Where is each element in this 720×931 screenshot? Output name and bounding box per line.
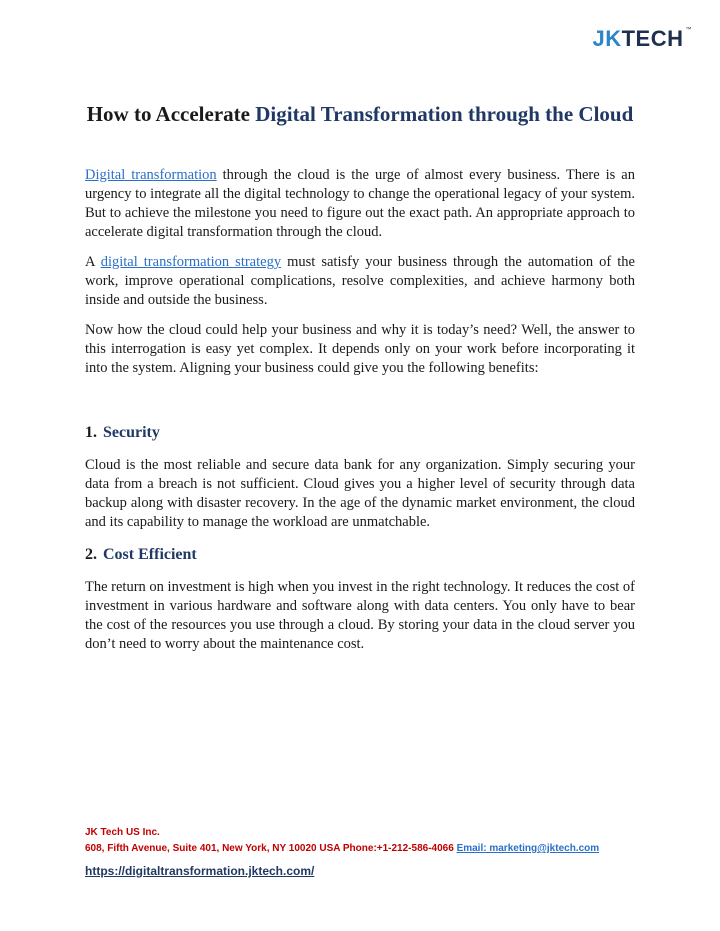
logo-jk: JK [592,26,622,51]
digital-transformation-strategy-link[interactable]: digital transformation strategy [100,254,282,270]
page-title [85,98,635,130]
title-plain: How to Accelerate [86,102,256,126]
digital-transformation-link[interactable]: Digital transformation [85,167,217,183]
intro-paragraph-1 [85,166,635,242]
logo-trademark: ™ [685,27,692,33]
footer-email-link[interactable]: Email: marketing@jktech.com [456,843,600,854]
logo-tech: TECH [621,26,684,51]
footer-website-link[interactable]: https://digitaltransformation.jktech.com/ [85,864,315,878]
security-heading-text: Security [103,424,160,441]
security-heading [85,422,635,444]
intro-paragraph-2-text: must satisfy your business through the automation of the work, improve operational complications, resolve complexities, and achieve harmony both inside and outside the business. [85,254,635,308]
cost-number: 2. [85,546,97,563]
cost-efficient-heading [85,544,635,566]
footer-company: JK Tech US Inc. [85,827,160,838]
cost-efficient-paragraph: The return on investment is high when you invest in the right technology. It reduces the cost of investment in various hardware and software along with data centers. You only have to bear the cost of the resources you use through a cloud. By storing your data in the cloud server you don’t need to worry about the maintenance cost. [85,579,635,652]
document-body [85,98,635,654]
footer-address: 608, Fifth Avenue, Suite 401, New York, NY 10020 USA Phone:+1-212-586-4066 [85,843,457,854]
footer [85,825,645,879]
footer-address-line [85,841,645,857]
jktech-logo [592,26,692,52]
intro-paragraph-3: Now how the cloud could help your business and why it is today’s need? Well, the answer to this interrogation is easy yet complex. It depends only on your work before incorporating it into the system. Aligning your business could give you the following benefits: [85,322,635,376]
intro-paragraph-1-text: through the cloud is the urge of almost every business. There is an urgency to integrate all the digital technology to change the operational legacy of your system. But to achieve the milestone you need to figure out the exact path. An appropriate approach to accelerate digital transformation through the cloud. [85,167,635,240]
security-paragraph: Cloud is the most reliable and secure data bank for any organization. Simply securing your data from a breach is not sufficient. Cloud gives you a higher level of security through data backup along with disaster recovery. In the age of the dynamic market environment, the cloud and its capability to manage the workload are unmatchable. [85,457,635,530]
security-number: 1. [85,424,97,441]
cost-heading-text: Cost Efficient [103,546,197,563]
intro-paragraph-2-prefix: A [85,254,101,270]
intro-paragraph-2 [85,253,635,310]
title-accent: Digital Transformation through the Cloud [255,102,634,126]
